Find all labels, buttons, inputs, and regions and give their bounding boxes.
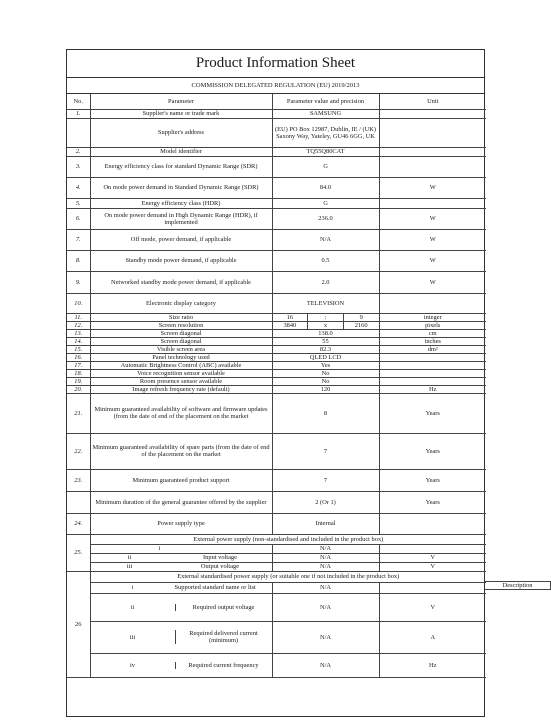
sub-index: iii [91, 630, 176, 644]
row-unit: W [379, 271, 486, 293]
row-unit: Hz [379, 385, 486, 393]
value-sep: : [308, 314, 344, 321]
row-unit [379, 198, 486, 208]
table-row [67, 156, 486, 177]
row-param: Energy efficiency class (HDR) [90, 198, 272, 208]
row-unit: W [379, 250, 486, 271]
row-unit: dm² [379, 345, 486, 353]
table-row [67, 321, 486, 329]
table-row [67, 147, 486, 156]
row-no: 9. [67, 271, 90, 293]
row-param: Off mode, power demand, if applicable [90, 229, 272, 250]
row-unit: W [379, 229, 486, 250]
row-value: 7 [272, 433, 379, 469]
header-unit: Unit [379, 94, 486, 109]
row-unit: Years [379, 433, 486, 469]
sub-value: N/A [272, 593, 379, 621]
row-param: Energy efficiency class for standard Dynamic Range (SDR) [90, 156, 272, 177]
row-unit: Years [379, 491, 486, 513]
row-unit [379, 377, 486, 385]
table-header-row [67, 94, 486, 109]
row-param: Image refresh frequency rate (default) [90, 385, 272, 393]
row-value: 55 [272, 337, 379, 345]
row-param: Minimum guaranteed product support [90, 469, 272, 491]
sub-value: N/A [272, 582, 379, 593]
row-value-split [272, 313, 379, 321]
table-row [67, 177, 486, 198]
table-row [67, 208, 486, 229]
sub-param: Input voltage [203, 554, 237, 561]
row-unit [379, 369, 486, 377]
sub-split [90, 582, 272, 593]
row-value: 2.0 [272, 271, 379, 293]
sub-split [90, 593, 272, 621]
row-param: Standby mode power demand, if applicable [90, 250, 272, 271]
row-no: 17. [67, 361, 90, 369]
row-param: Electronic display category [90, 293, 272, 313]
sub-unit [379, 582, 486, 593]
row-unit: W [379, 177, 486, 198]
row-unit: W [379, 208, 486, 229]
row-no: 3. [67, 156, 90, 177]
row-value: SAMSUNG [272, 109, 379, 118]
table-row [67, 271, 486, 293]
sub-index: ii [91, 604, 176, 611]
row-unit [379, 147, 486, 156]
section-row [67, 562, 486, 571]
value-a: 16 [273, 314, 309, 321]
sub-param: Output voltage [200, 563, 240, 570]
row-unit [379, 293, 486, 313]
table-row [67, 198, 486, 208]
sub-value: N/A [272, 621, 379, 653]
section-row [67, 544, 486, 553]
row-no: 8. [67, 250, 90, 271]
row-unit [379, 156, 486, 177]
row-unit: inches [379, 337, 486, 345]
row-unit [379, 361, 486, 369]
spec-table [67, 94, 486, 678]
row-no: 19. [67, 377, 90, 385]
table-row [67, 313, 486, 321]
sub-index: iii [126, 563, 133, 570]
row-unit [379, 109, 486, 118]
row-param: Room presence sensor available [90, 377, 272, 385]
value-b: 9 [359, 313, 363, 321]
row-value: 82.3 [272, 345, 379, 353]
table-row [67, 469, 486, 491]
sub-value: N/A [272, 553, 379, 562]
sub-param: Required delivered current (minimum) [189, 630, 258, 644]
row-no: 23. [67, 469, 90, 491]
row-value: 7 [272, 469, 379, 491]
table-row [67, 118, 486, 147]
sub-unit: V [379, 553, 486, 562]
sheet-title: Product Information Sheet [67, 50, 484, 78]
product-information-sheet [66, 49, 485, 717]
row-param: Supplier's name or trade mark [90, 109, 272, 118]
header-value: Parameter value and precision [272, 94, 379, 109]
row-value: N/A [272, 229, 379, 250]
row-no: 5. [67, 198, 90, 208]
row-value: 8 [272, 393, 379, 433]
row-param: Minimum duration of the general guarantee offered by the supplier [90, 491, 272, 513]
value-b: 2160 [354, 321, 368, 329]
row-param: Supplier's address [90, 118, 272, 147]
sub-split [90, 553, 272, 562]
row-value: TQ55Q80CAT [272, 147, 379, 156]
table-row [67, 345, 486, 353]
row-no: 26 [67, 571, 90, 677]
row-param: Size ratio [90, 313, 272, 321]
table-row [67, 513, 486, 534]
section-row [67, 621, 486, 653]
row-param: On mode power demand in Standard Dynamic Range (SDR) [90, 177, 272, 198]
row-param: Screen resolution [90, 321, 272, 329]
row-value: TELEVISION [272, 293, 379, 313]
row-no: 18. [67, 369, 90, 377]
section-26-header-row [67, 571, 486, 582]
row-value: No [272, 369, 379, 377]
row-no: 12. [67, 321, 90, 329]
row-param: Model identifier [90, 147, 272, 156]
row-value: 120 [272, 385, 379, 393]
value-sep: x [308, 322, 344, 329]
row-value: Yes [272, 361, 379, 369]
value-a: 3840 [273, 322, 309, 329]
row-no [67, 491, 90, 513]
row-no [67, 118, 90, 147]
row-no: 21. [67, 393, 90, 433]
sub-param: Required output voltage [192, 603, 255, 611]
row-no: 10. [67, 293, 90, 313]
row-param: Minimum guaranteed availability of software and firmware updates (from the date of end of the placement on the market [90, 393, 272, 433]
row-param: Screen diagonal [90, 337, 272, 345]
row-value: G [272, 198, 379, 208]
row-unit: cm [379, 329, 486, 337]
table-row [67, 329, 486, 337]
row-no: 24. [67, 513, 90, 534]
header-parameter: Parameter [90, 94, 272, 109]
table-row [67, 433, 486, 469]
table-row [67, 385, 486, 393]
row-no: 15. [67, 345, 90, 353]
table-row [67, 293, 486, 313]
row-unit: Years [379, 469, 486, 491]
sub-unit: A [379, 621, 486, 653]
row-value: 2 (Or 1) [272, 491, 379, 513]
row-value: Internal [272, 513, 379, 534]
row-unit [379, 353, 486, 361]
row-value: No [272, 377, 379, 385]
section-row [67, 593, 486, 621]
sub-split [90, 562, 272, 571]
table-row [67, 491, 486, 513]
header-no: No. [67, 94, 90, 109]
table-row [67, 369, 486, 377]
table-row [67, 353, 486, 361]
sub-split [90, 621, 272, 653]
section-25-header: External power supply (non-standardised and included in the product box) [90, 534, 486, 544]
row-unit [379, 118, 486, 147]
row-no: 20. [67, 385, 90, 393]
row-unit: Years [379, 393, 486, 433]
row-param: Networked standby mode power demand, if applicable [90, 271, 272, 293]
row-value: QLED LCD [272, 353, 379, 361]
sub-unit [379, 544, 486, 553]
section-row [67, 553, 486, 562]
row-no: 2. [67, 147, 90, 156]
description-cell: Description [485, 581, 551, 590]
row-param: Power supply type [90, 513, 272, 534]
sub-param: Required current frequency [188, 661, 259, 669]
row-no: 1. [67, 109, 90, 118]
row-param: Minimum guaranteed availability of spare parts (from the date of end of the placement on the market [90, 433, 272, 469]
section-row [67, 582, 486, 593]
sub-value: N/A [272, 562, 379, 571]
sub-split [90, 653, 272, 677]
row-no: 25. [67, 534, 90, 571]
section-26-header: External standardised power supply (or suitable one if not included in the product box) [90, 571, 486, 582]
row-param: Voice recognition sensor available [90, 369, 272, 377]
row-value: 0.5 [272, 250, 379, 271]
table-row [67, 337, 486, 345]
sub-index: ii [127, 554, 132, 561]
row-no: 22. [67, 433, 90, 469]
sub-param: Supported standard name or list [174, 584, 256, 591]
table-row [67, 361, 486, 369]
row-no: 16. [67, 353, 90, 361]
table-row [67, 250, 486, 271]
table-row [67, 377, 486, 385]
row-param: Screen diagonal [90, 329, 272, 337]
row-param: On mode power demand in High Dynamic Range (HDR), if implemented [90, 208, 272, 229]
row-value: 84.0 [272, 177, 379, 198]
sub-value: N/A [272, 544, 379, 553]
sub-index: iv [91, 662, 176, 669]
row-unit [379, 513, 486, 534]
row-param: Automatic Brightness Control (ABC) available [90, 361, 272, 369]
section-25-header-row [67, 534, 486, 544]
row-no: 14. [67, 337, 90, 345]
row-value: 138.0 [272, 329, 379, 337]
row-no: 13. [67, 329, 90, 337]
row-value-split [272, 321, 379, 329]
sub-value: N/A [272, 653, 379, 677]
row-no: 6. [67, 208, 90, 229]
sub-unit: Hz [379, 653, 486, 677]
sub-unit: V [379, 562, 486, 571]
sub-index: i [90, 544, 272, 553]
row-no: 4. [67, 177, 90, 198]
row-unit: integer [379, 313, 486, 321]
row-param: Visible screen area [90, 345, 272, 353]
row-value: G [272, 156, 379, 177]
row-no: 11. [67, 313, 90, 321]
sub-index: i [131, 584, 134, 591]
row-param: Panel technology used [90, 353, 272, 361]
row-unit: pixels [379, 321, 486, 329]
table-row [67, 393, 486, 433]
row-value: 236.0 [272, 208, 379, 229]
regulation-subtitle: COMMISSION DELEGATED REGULATION (EU) 2019/2013 [67, 78, 484, 94]
table-row [67, 229, 486, 250]
row-no: 7. [67, 229, 90, 250]
sub-unit: V [379, 593, 486, 621]
table-row [67, 109, 486, 118]
section-row [67, 653, 486, 677]
row-value: (EU) PO Box 12987, Dublin, IE / (UK) Saxony Way, Yateley, GU46 6GG, UK [272, 118, 379, 147]
